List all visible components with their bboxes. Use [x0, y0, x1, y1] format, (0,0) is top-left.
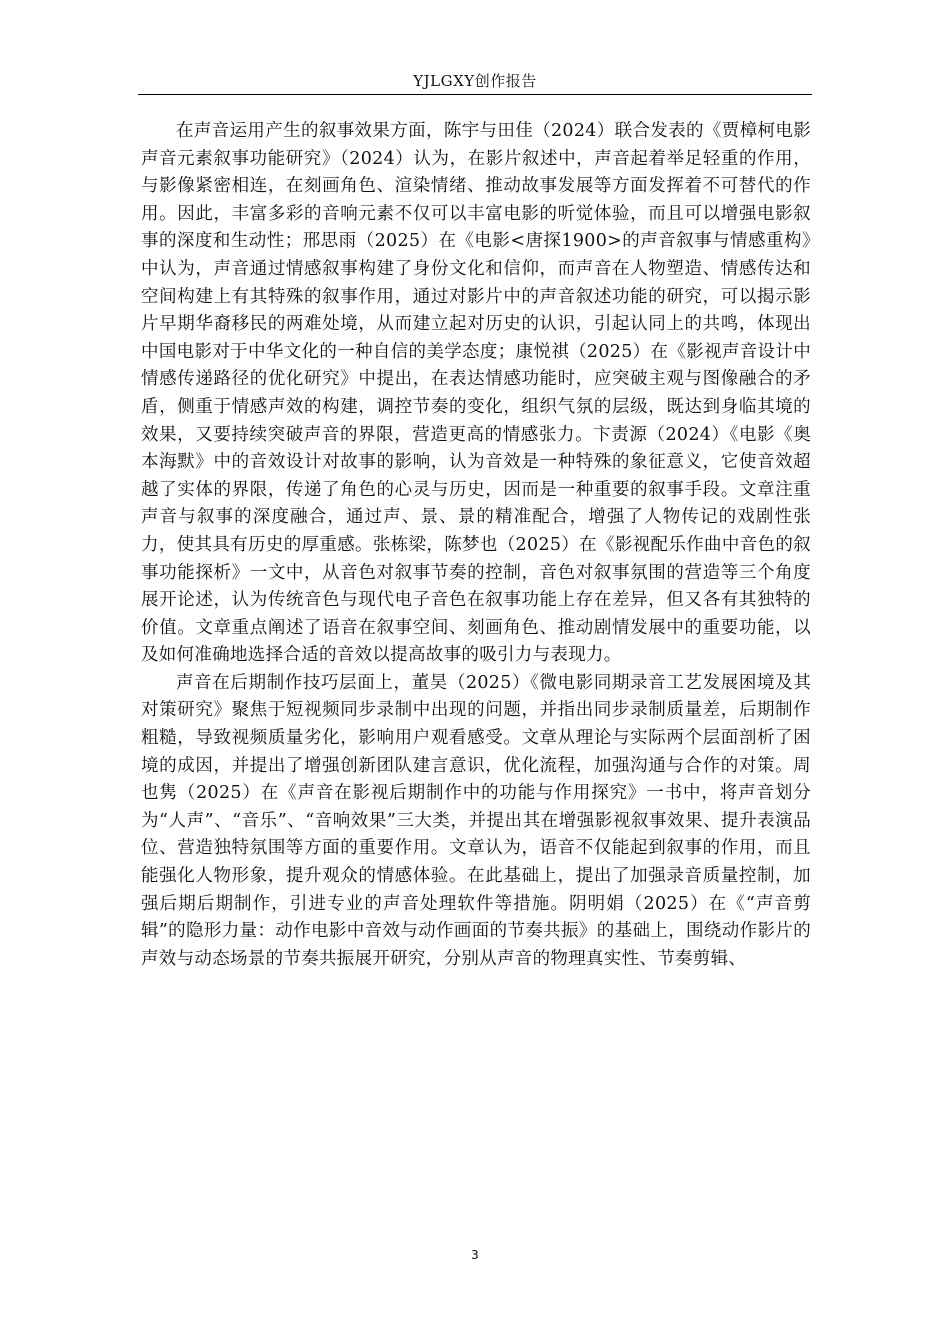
paragraph-post-production-techniques: 声音在后期制作技巧层面上，董昊（2025）《微电影同期录音工艺发展困境及其对策研究》聚焦于短视频同步录制中出现的问题，并指出同步录制质量差，后期制作粗糙，导致视频质量劣化，影响用户观看感受。文章从理论与实际两个层面剖析了困境的成因，并提出了增强创新团队建言意识，优化流程，加强沟通与合作的对策。周也隽（2025）在《声音在影视后期制作中的功能与作用探究》一书中，将声音划分为“人声”、“音乐”、“音响效果”三大类，并提出其在增强影视叙事效果、提升表演品位、营造独特氛围等方面的重要作用。文章认为，语音不仅能起到叙事的作用，而且能强化人物形象，提升观众的情感体验。在此基础上，提出了加强录音质量控制，加强后期后期制作，引进专业的声音处理软件等措施。阴明娟（2025）在《“声音剪辑”的隐形力量：动作电影中音效与动作画面的节奏共振》的基础上，围绕动作影片的声效与动态场景的节奏共振展开研究，分别从声音的物理真实性、节奏剪辑、 — [141, 672, 811, 969]
page-header — [138, 68, 812, 95]
paragraph-sound-narrative-effects: 在声音运用产生的叙事效果方面，陈宇与田佳（2024）联合发表的《贾樟柯电影声音元素叙事功能研究》（2024）认为，在影片叙述中，声音起着举足轻重的作用，与影像紧密相连，在刻画角色、渲染情绪、推动故事发展等方面发挥着不可替代的作用。因此，丰富多彩的音响元素不仅可以丰富电影的听觉体验，而且可以增强电影叙事的深度和生动性；邢思雨（2025）在《电影<唐探1900>的声音叙事与情感重构》中认为，声音通过情感叙事构建了身份文化和信仰，而声音在人物塑造、情感传达和空间构建上有其特殊的叙事作用，通过对影片中的声音叙述功能的研究，可以揭示影片早期华裔移民的两难处境，从而建立起对历史的认识，引起认同上的共鸣，体现出中国电影对于中华文化的一种自信的美学态度；康悦祺（2025）在《影视声音设计中情感传递路径的优化研究》中提出，在表达情感功能时，应突破主观与图像融合的矛盾，侧重于情感声效的构建，调控节奏的变化，组织气氛的层级，既达到身临其境的效果，又要持续突破声音的界限，营造更高的情感张力。卞责源（2024）《电影《奥本海默》中的音效设计对故事的影响，认为音效是一种特殊的象征意义，它使音效超越了实体的界限，传递了角色的心灵与历史，因而是一种重要的叙事手段。文章注重声音与叙事的深度融合，通过声、景、景的精准配合，增强了人物传记的戏剧性张力，使其具有历史的厚重感。张栋梁，陈梦也（2025）在《影视配乐作曲中音色的叙事功能探析》一文中，从音色对叙事节奏的控制，音色对叙事氛围的营造等三个角度展开论述，认为传统音色与现代电子音色在叙事功能上存在差异，但又各有其独特的价值。文章重点阐述了语音在叙事空间、刻画角色、推动剧情发展中的重要功能，以及如何准确地选择合适的音效以提高故事的吸引力与表现力。 — [141, 121, 811, 666]
page-number: 3 — [471, 1248, 479, 1262]
document-body — [141, 118, 811, 973]
header-title: YJLGXY创作报告 — [413, 72, 537, 90]
